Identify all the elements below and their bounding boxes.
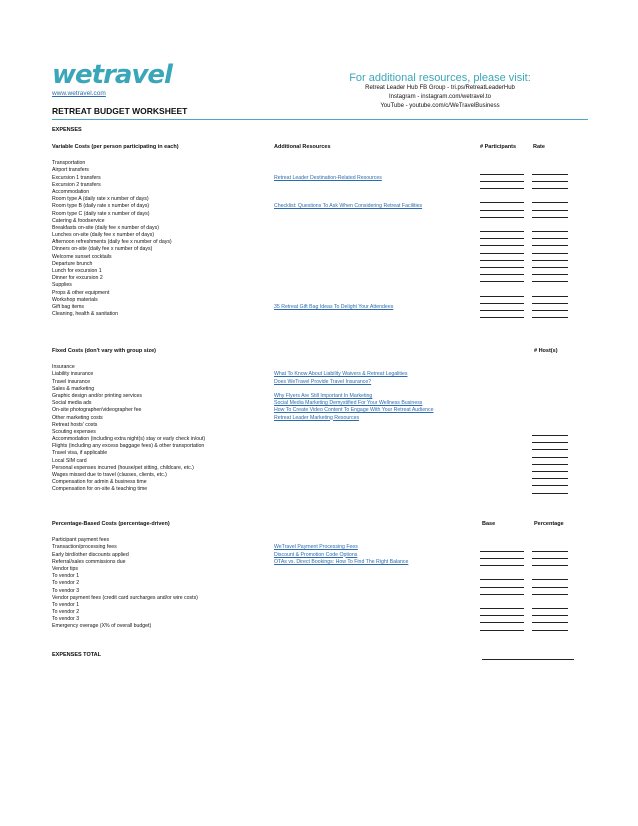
table-row — [52, 479, 588, 486]
table-row — [52, 530, 588, 537]
resource-link[interactable]: What To Know About Liability Waivers & Retreat Legalities — [274, 371, 408, 378]
hosts-column-heading: # Host(s) — [534, 348, 558, 354]
row-label: Room type B (daily rate x number of days) — [52, 203, 150, 210]
variable-costs-table — [52, 153, 588, 318]
base-column-heading: Base — [482, 521, 496, 527]
table-row — [52, 304, 588, 311]
row-label: Excursion 1 transfers — [52, 174, 101, 181]
row-label: Travel insurance — [52, 378, 91, 385]
resource-link[interactable]: How To Create Video Content To Engage With Your Retreat Audience — [274, 407, 434, 414]
row-label: Early bird/other discounts applied — [52, 551, 129, 558]
table-row — [52, 616, 588, 623]
row-label: Accommodation — [52, 188, 90, 195]
table-row — [52, 573, 588, 580]
table-row — [52, 246, 588, 253]
fixed-costs-heading: Fixed Costs (don't vary with group size) — [52, 348, 156, 354]
row-label: Breakfasts on-site (daily fee x number of days) — [52, 224, 159, 231]
table-row — [52, 225, 588, 232]
table-row — [52, 239, 588, 246]
row-label: Catering & foodservice — [52, 217, 105, 224]
row-label: To vendor 3 — [52, 616, 80, 623]
table-row — [52, 537, 588, 544]
table-row — [52, 415, 588, 422]
table-row — [52, 297, 588, 304]
table-row — [52, 580, 588, 587]
table-row — [52, 486, 588, 493]
promo-line-facebook: Retreat Leader Hub FB Group - tri.ps/RetreatLeaderHub — [365, 85, 515, 91]
table-row — [52, 282, 588, 289]
variable-costs-header — [52, 144, 588, 153]
table-row — [52, 458, 588, 465]
rate-column-heading: Rate — [533, 144, 545, 150]
row-label: Gift bag items — [52, 303, 85, 310]
row-label: Flights (including any excess baggage fees) & other transportation — [52, 443, 205, 450]
table-row — [52, 393, 588, 400]
row-label: Liability insurance — [52, 371, 94, 378]
table-row — [52, 544, 588, 551]
table-row — [52, 379, 588, 386]
table-row — [52, 232, 588, 239]
resource-link[interactable]: 35 Retreat Gift Bag Ideas To Delight Your Attendees — [274, 303, 394, 310]
row-label: Scouting expenses — [52, 428, 96, 435]
table-row — [52, 443, 588, 450]
table-row — [52, 450, 588, 457]
row-label: Welcome sunset cocktails — [52, 253, 112, 260]
row-label: To vendor 1 — [52, 601, 80, 608]
expenses-total-field[interactable] — [482, 659, 574, 660]
row-label: Sales & marketing — [52, 385, 95, 392]
row-label: To vendor 3 — [52, 587, 80, 594]
table-row — [52, 465, 588, 472]
row-label: Supplies — [52, 282, 72, 289]
row-label: Local SIM card — [52, 457, 87, 464]
table-row — [52, 429, 588, 436]
resource-link[interactable]: Why Flyers Are Still Important In Marketing — [274, 392, 373, 399]
table-row — [52, 261, 588, 268]
table-row — [52, 254, 588, 261]
table-row — [52, 472, 588, 479]
row-label: Social media ads — [52, 400, 92, 407]
promo-line-youtube: YouTube - youtube.com/c/WeTravelBusiness — [380, 103, 500, 109]
table-row — [52, 371, 588, 378]
wetravel-logo: wetravel — [52, 60, 172, 90]
title-bar — [52, 104, 588, 120]
expenses-label: EXPENSES — [52, 127, 82, 133]
row-label: Referral/sales commissions due — [52, 558, 126, 565]
table-row — [52, 566, 588, 573]
row-label: Lunch for excursion 1 — [52, 268, 102, 274]
resource-link[interactable]: Does WeTravel Provide Travel Insurance? — [274, 378, 372, 385]
row-label: Room type A (daily rate x number of days) — [52, 196, 149, 203]
entry-field-right[interactable] — [532, 630, 568, 631]
promo-title: For additional resources, please visit: — [349, 72, 531, 84]
row-label: Transaction/processing fees — [52, 544, 117, 551]
website-link[interactable]: www.wetravel.com — [52, 90, 106, 97]
row-label: Compensation for admin & business time — [52, 479, 147, 486]
resource-link[interactable]: Retreat Leader Marketing Resources — [274, 414, 360, 421]
row-label: Wages missed due to travel (classes, clients, etc.) — [52, 472, 167, 478]
participants-column-heading: # Participants — [480, 144, 517, 150]
row-label: Compensation for on-site & teaching time — [52, 486, 148, 493]
row-label: Participant payment fees — [52, 537, 110, 544]
table-row — [52, 196, 588, 203]
resource-link[interactable]: Checklist: Questions To Ask When Considering Retreat Facilities — [274, 203, 423, 210]
percentage-costs-heading: Percentage-Based Costs (percentage-driven) — [52, 521, 170, 527]
row-label: Lunches on-site (daily fee x number of days) — [52, 232, 155, 239]
row-label: Vendor tips — [52, 565, 78, 572]
table-row — [52, 189, 588, 196]
table-row — [52, 290, 588, 297]
worksheet-title: RETREAT BUDGET WORKSHEET — [52, 106, 188, 116]
table-row — [52, 436, 588, 443]
page-header — [0, 0, 638, 112]
table-row — [52, 175, 588, 182]
row-label: Retreat hosts' costs — [52, 421, 98, 428]
table-row — [52, 218, 588, 225]
table-row — [52, 400, 588, 407]
table-row — [52, 211, 588, 218]
row-label: Transportation — [52, 160, 86, 167]
resource-link[interactable]: Retreat Leader Destination-Related Resources — [274, 174, 382, 181]
table-row — [52, 311, 588, 318]
row-label: Graphic design and/or printing services — [52, 392, 142, 399]
table-row — [52, 602, 588, 609]
row-label: Room type C (daily rate x number of days) — [52, 210, 150, 217]
row-label: Workshop materials — [52, 296, 98, 303]
row-label: Afternoon refreshments (daily fee x number of days) — [52, 239, 172, 246]
row-label: Cleaning, health & sanitation — [52, 311, 119, 318]
table-row — [52, 268, 588, 275]
percentage-costs-table — [52, 530, 588, 631]
row-label: Dinner for excursion 2 — [52, 275, 103, 282]
row-label: To vendor 1 — [52, 573, 80, 580]
row-label: Emergency overage (X% of overall budget) — [52, 623, 152, 630]
row-label: Accommodation (including extra night(s) stay or early check in/out) — [52, 436, 206, 443]
table-row — [52, 203, 588, 210]
table-row — [52, 167, 588, 174]
table-row — [52, 275, 588, 282]
resource-link[interactable]: Discount & Promotion Code Options — [274, 551, 358, 558]
entry-field-left[interactable] — [480, 317, 524, 318]
row-label: To vendor 2 — [52, 609, 80, 616]
table-row — [52, 588, 588, 595]
row-label: Departure brunch — [52, 260, 93, 267]
row-label: Travel visa, if applicable — [52, 450, 108, 457]
table-row — [52, 160, 588, 167]
table-row — [52, 364, 588, 371]
table-row — [52, 357, 588, 364]
table-row — [52, 422, 588, 429]
table-row — [52, 182, 588, 189]
row-label: Insurance — [52, 364, 75, 371]
entry-field-right[interactable] — [532, 493, 568, 494]
table-row — [52, 623, 588, 630]
row-label: Personal expenses incurred (house/pet sitting, childcare, etc.) — [52, 464, 194, 471]
promo-line-instagram: Instagram - instagram.com/wetravel.to — [388, 94, 492, 100]
row-label: Props & other equipment — [52, 289, 110, 296]
row-label: Vendor payment fees (credit card surcharges and/or wire costs) — [52, 594, 198, 601]
row-label: On-site photographer/videographer fee — [52, 407, 142, 414]
resource-link[interactable]: WeTravel Payment Processing Fees — [274, 544, 358, 551]
table-row — [52, 153, 588, 160]
entry-field-left[interactable] — [480, 630, 524, 631]
table-row — [52, 595, 588, 602]
row-label: Other marketing costs — [52, 414, 103, 421]
table-row — [52, 559, 588, 566]
table-row — [52, 552, 588, 559]
percentage-column-heading: Percentage — [534, 521, 564, 527]
table-row — [52, 386, 588, 393]
table-row — [52, 609, 588, 616]
row-label: Dinners on-site (daily fee x number of days) — [52, 246, 153, 253]
variable-costs-heading: Variable Costs (per person participating in each) — [52, 144, 179, 150]
table-row — [52, 407, 588, 414]
expenses-total-label: EXPENSES TOTAL — [52, 652, 102, 658]
fixed-costs-table — [52, 357, 588, 494]
row-label: Airport transfers — [52, 167, 89, 174]
row-label: To vendor 2 — [52, 580, 80, 587]
entry-field-right[interactable] — [532, 317, 568, 318]
row-label: Excursion 2 transfers — [52, 181, 101, 188]
resource-link[interactable]: OTAs vs. Direct Bookings: How To Find The Right Balance — [274, 558, 409, 565]
percentage-costs-header — [52, 521, 588, 530]
resource-link[interactable]: Social Media Marketing Demystified For Your Wellness Business — [274, 400, 423, 407]
additional-resources-heading: Additional Resources — [274, 144, 331, 150]
fixed-costs-header — [52, 348, 588, 357]
